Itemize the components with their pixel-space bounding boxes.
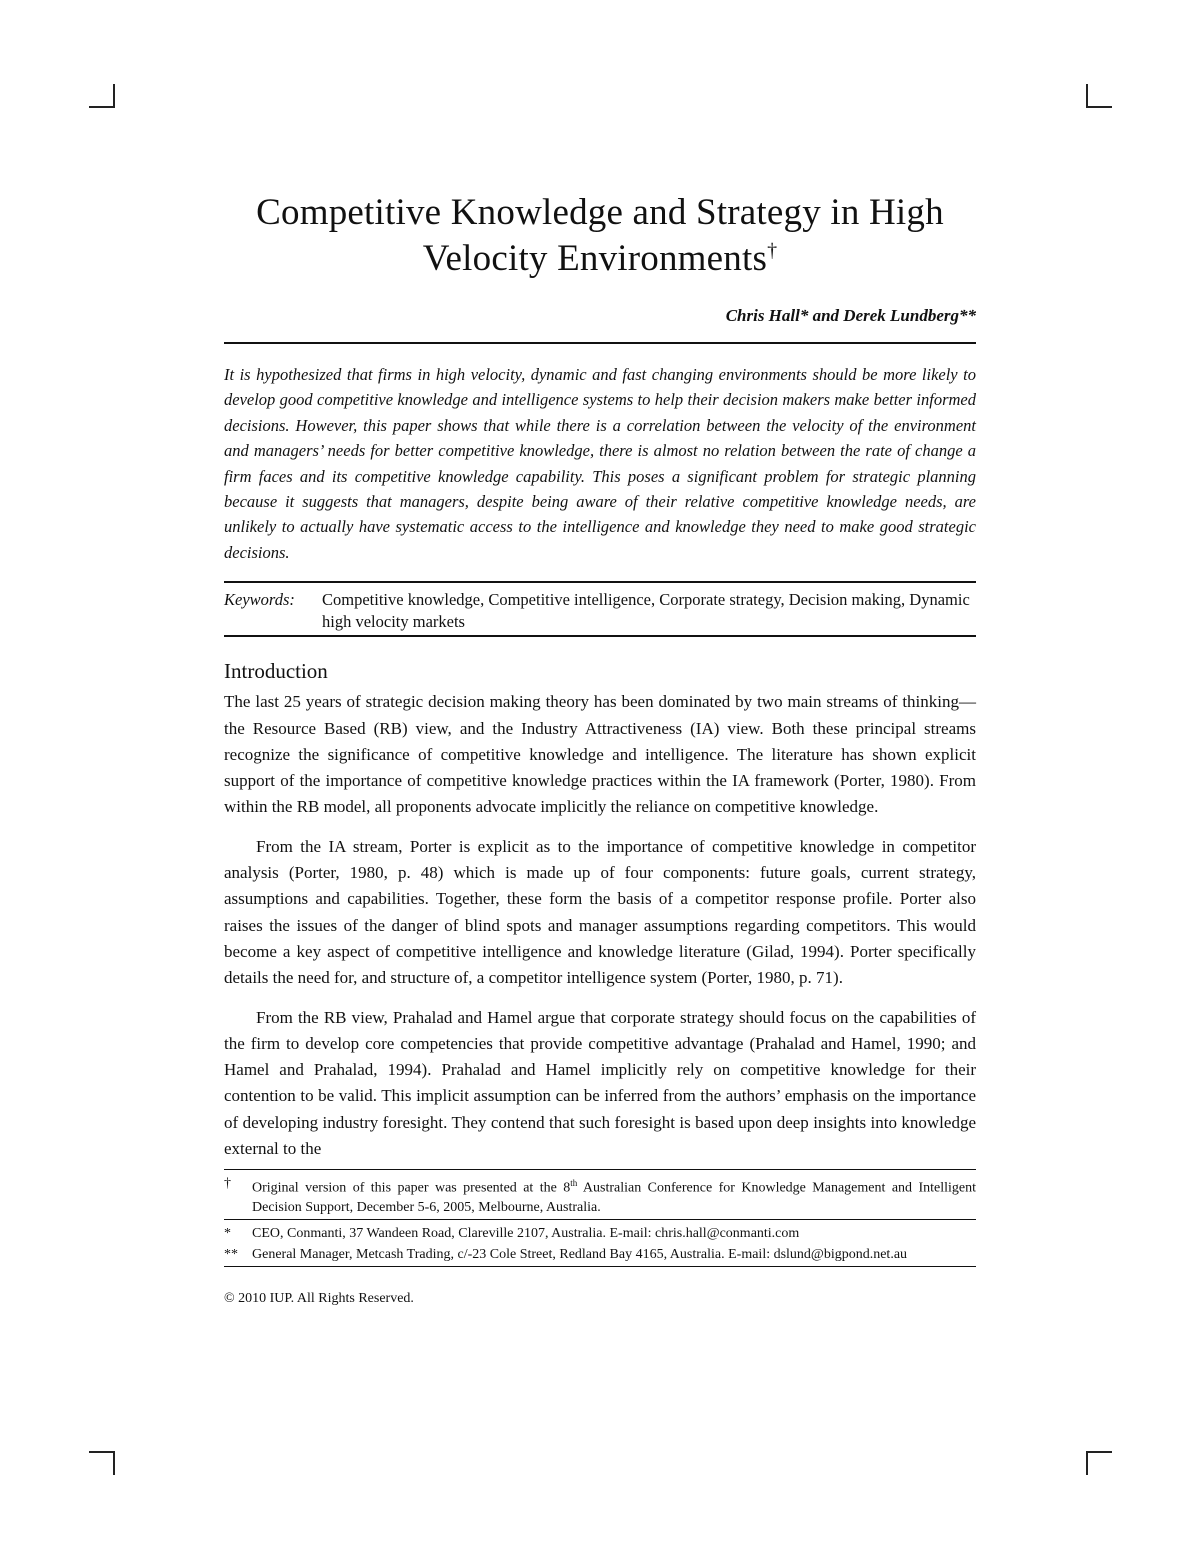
- keywords-list: Competitive knowledge, Competitive intelligence, Corporate strategy, Decision making, Dynamic high velocity markets: [322, 590, 970, 632]
- crop-mark-top-left: [89, 84, 115, 108]
- crop-mark-bottom-left: [89, 1451, 115, 1475]
- footnote-mark: *: [224, 1225, 231, 1241]
- body-paragraph: From the IA stream, Porter is explicit as to the importance of competitive knowledge in competitor analysis (Porter, 1980, p. 48) which is made up of four components: future goals, current strategy, assumptions and capabilities. Together, these form the basis of a competitor response profile. Porter also raises the issues of the danger of blind spots and manager assumptions regarding competitors. This would become a key aspect of competitive intelligence and knowledge literature (Gilad, 1994). Porter specifically details the need for, and structure of, a competitor intelligence system (Porter, 1980, p. 71).: [224, 836, 976, 988]
- keywords-block: [224, 583, 976, 635]
- footnote-mark: †: [224, 1176, 231, 1192]
- crop-mark-top-right: [1086, 84, 1112, 108]
- body-paragraph: The last 25 years of strategic decision making theory has been dominated by two main streams of thinking—the Resource Based (RB) view, and the Industry Attractiveness (IA) view. Both these principal streams recognize the significance of competitive knowledge and intelligence. The literature has shown explicit support of the importance of competitive knowledge practices within the IA framework (Porter, 1980). From within the RB model, all proponents advocate implicitly the reliance on competitive knowledge.: [224, 692, 976, 817]
- footnote-rule: [224, 1266, 976, 1267]
- footnote-author-2: [224, 1245, 976, 1266]
- footnote-text: CEO, Conmanti, 37 Wandeen Road, Clareville 2107, Australia. E-mail: chris.hall@conmanti.com: [252, 1225, 800, 1241]
- body-paragraph: From the RB view, Prahalad and Hamel argue that corporate strategy should focus on the capabilities of the firm to develop core competencies that provide competitive advantage (Prahalad and Hamel, 1990; and Hamel and Prahalad, 1994). Prahalad and Hamel implicitly rely on competitive knowledge for their contention to be valid. This implicit assumption can be inferred from the authors’ emphasis on the importance of developing industry foresight. They contend that such foresight is based upon deep insights into knowledge external to the: [224, 1007, 976, 1158]
- footnote-text: General Manager, Metcash Trading, c/-23 Cole Street, Redland Bay 4165, Australia. E-mail: dslund@bigpond.net.au: [252, 1246, 908, 1262]
- paper-title: [224, 190, 976, 282]
- footnote-author-1: [224, 1220, 976, 1245]
- footnote-text: [252, 1174, 976, 1217]
- copyright-notice: © 2010 IUP. All Rights Reserved.: [224, 1290, 414, 1306]
- abstract: It is hypothesized that firms in high velocity, dynamic and fast changing environments should be more likely to develop good competitive knowledge and intelligence systems to help their decision makers make better informed decisions. However, this paper shows that while there is a correlation between the velocity of the environment and managers’ needs for better competitive knowledge, there is almost no relation between the rate of change a firm faces and its competitive knowledge capability. This poses a significant problem for strategic planning because it suggests that managers, despite being aware of their relative competitive knowledge needs, are unlikely to actually have systematic access to the intelligence and knowledge they need to make good strategic decisions.: [224, 365, 976, 562]
- footnote-mark: **: [224, 1246, 238, 1262]
- author-line: Chris Hall* and Derek Lundberg**: [725, 306, 976, 325]
- page-content: [224, 190, 976, 1309]
- title-line-2: Velocity Environments: [422, 238, 768, 279]
- section-heading-introduction: Introduction: [224, 659, 328, 684]
- footnotes: [224, 1169, 976, 1267]
- abstract-top-rule: [224, 342, 976, 344]
- keywords-bottom-rule: [224, 635, 976, 637]
- footnote-text-part: Australian Conference for Knowledge Management and Intelligent Decision Support, December 5-6, 2005, Melbourne, Australia.: [252, 1180, 976, 1215]
- footnote-superscript: th: [570, 1178, 578, 1189]
- footnote-dagger: [224, 1170, 976, 1219]
- keywords-label: Keywords:: [224, 590, 295, 610]
- crop-mark-bottom-right: [1086, 1451, 1112, 1475]
- title-line-1: Competitive Knowledge and Strategy in High: [256, 192, 944, 233]
- footnote-text-part: Original version of this paper was presented at the 8: [252, 1180, 571, 1196]
- title-footnote-mark: †: [767, 239, 778, 262]
